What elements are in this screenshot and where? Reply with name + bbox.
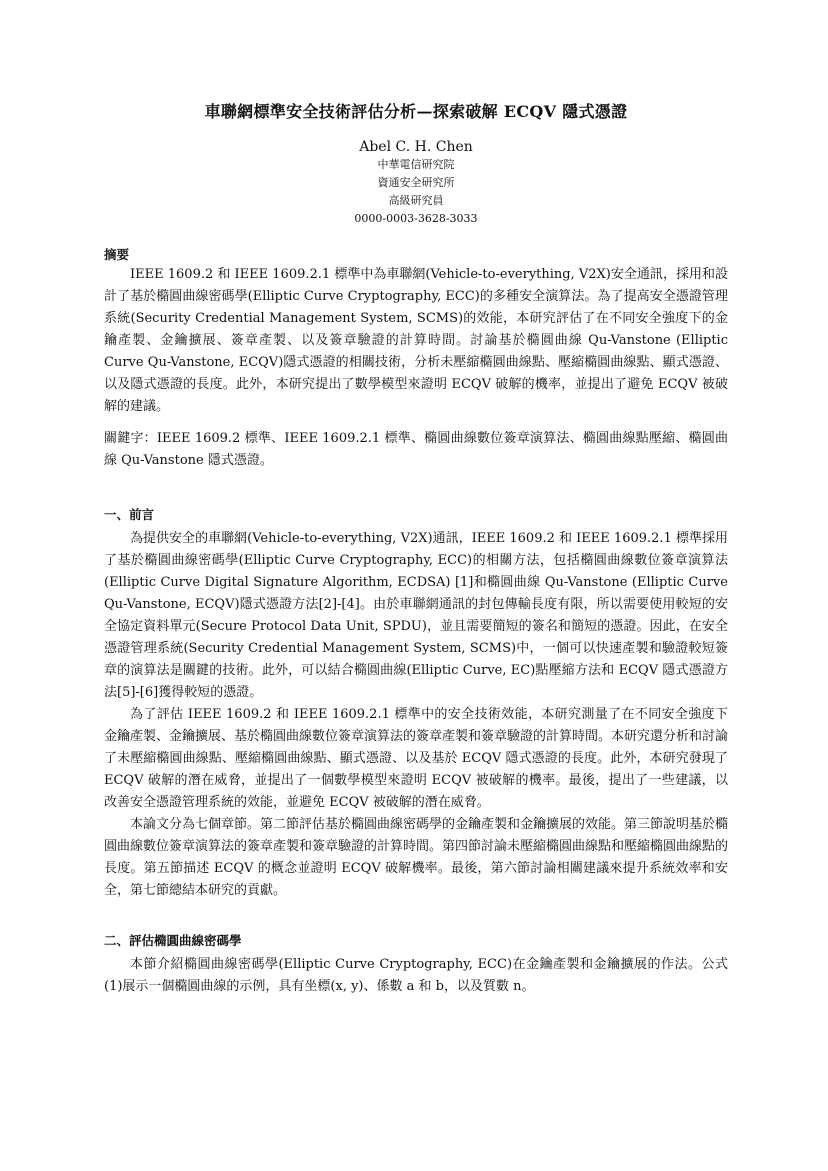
author-department: 資通安全研究所 bbox=[377, 176, 455, 189]
section-1-paragraph-1: 為提供安全的車聯網(Vehicle-to-everything, V2X)通訊，IEEE 1609.2 和 IEEE 1609.2.1 標準採用了基於橢圓曲線密碼學(Elliptic Curve Cryptography, ECC)的相關方法，包括橢圓曲線數位簽章演算法(Elliptic Curve Digital Signature Algorithm, ECDSA) [1]和橢圓曲線 Qu-Vanstone (Elliptic Curve Qu-Vanstone, ECQV)隱式憑證方法[2]-[4]。由於車聯網通訊的封包傳輸長度有限，所以需要使用較短的安全協定資料單元(Secure Protocol Data Unit, SPDU)，並且需要簡短的簽名和簡短的憑證。因此，在安全憑證管理系統(Security Credential Management System, SCMS)中，一個可以快速產製和驗證較短簽章的演算法是關鍵的技術。此外，可以結合橢圓曲線(Elliptic Curve, EC)點壓縮方法和 ECQV 隱式憑證方法[5]-[6]獲得較短的憑證。 bbox=[104, 531, 728, 700]
author-name: Abel C. H. Chen bbox=[359, 139, 473, 155]
paper-page bbox=[104, 100, 728, 998]
author-block bbox=[104, 138, 728, 228]
author-position: 高級研究員 bbox=[388, 194, 444, 207]
section-1-paragraph-3: 本論文分為七個章節。第二節評估基於橢圓曲線密碼學的金鑰產製和金鑰擴展的效能。第三節說明基於橢圓曲線數位簽章演算法的簽章產製和簽章驗證的計算時間。第四節討論未壓縮橢圓曲線點和壓縮橢圓曲線點的長度。第五節描述 ECQV 的概念並證明 ECQV 破解機率。最後，第六節討論相關建議來提升系統效率和安全，第七節總結本研究的貢獻。 bbox=[104, 817, 729, 898]
keywords-text: 關鍵字：IEEE 1609.2 標準、IEEE 1609.2.1 標準、橢圓曲線數位簽章演算法、橢圓曲線點壓縮、橢圓曲線 Qu-Vanstone 隱式憑證。 bbox=[104, 431, 728, 468]
author-organization: 中華電信研究院 bbox=[377, 158, 455, 171]
keywords-section bbox=[104, 428, 728, 472]
section-1-heading: 一、前言 bbox=[104, 507, 155, 522]
abstract-heading: 摘要 bbox=[104, 247, 130, 262]
author-orcid: 0000-0003-3628-3033 bbox=[354, 212, 478, 225]
section-ecc-evaluation bbox=[104, 932, 728, 998]
abstract-section bbox=[104, 246, 728, 418]
section-2-paragraph-1: 本節介紹橢圓曲線密碼學(Elliptic Curve Cryptography, ECC)在金鑰產製和金鑰擴展的作法。公式(1)展示一個橢圓曲線的示例，具有坐標(x, y)、係數 a 和 b，以及質數 n。 bbox=[104, 957, 728, 994]
section-introduction bbox=[104, 506, 728, 902]
section-1-paragraph-2: 為了評估 IEEE 1609.2 和 IEEE 1609.2.1 標準中的安全技術效能，本研究測量了在不同安全強度下金鑰產製、金鑰擴展、基於橢圓曲線數位簽章演算法的簽章產製和簽章驗證的計算時間。本研究還分析和討論了未壓縮橢圓曲線點、壓縮橢圓曲線點、顯式憑證、以及基於 ECQV 隱式憑證的長度。此外，本研究發現了 ECQV 破解的潛在威脅，並提出了一個數學模型來證明 ECQV 被破解的機率。最後，提出了一些建議，以改善安全憑證管理系統的效能，並避免 ECQV 被破解的潛在威脅。 bbox=[104, 707, 729, 810]
abstract-text: IEEE 1609.2 和 IEEE 1609.2.1 標準中為車聯網(Vehicle-to-everything, V2X)安全通訊，採用和設計了基於橢圓曲線密碼學(Elliptic Curve Cryptography, ECC)的多種安全演算法。為了提高安全憑證管理系統(Security Credential Management System, SCMS)的效能，本研究評估了在不同安全強度下的金鑰產製、金鑰擴展、簽章產製、以及簽章驗證的計算時間。討論基於橢圓曲線 Qu-Vanstone (Elliptic Curve Qu-Vanstone, ECQV)隱式憑證的相關技術，分析未壓縮橢圓曲線點、壓縮橢圓曲線點、顯式憑證、以及隱式憑證的長度。此外，本研究提出了數學模型來證明 ECQV 破解的機率，並提出了避免 ECQV 被破解的建議。 bbox=[104, 267, 728, 414]
paper-title: 車聯網標準安全技術評估分析—探索破解 ECQV 隱式憑證 bbox=[204, 102, 628, 121]
section-2-heading: 二、評估橢圓曲線密碼學 bbox=[104, 933, 242, 948]
